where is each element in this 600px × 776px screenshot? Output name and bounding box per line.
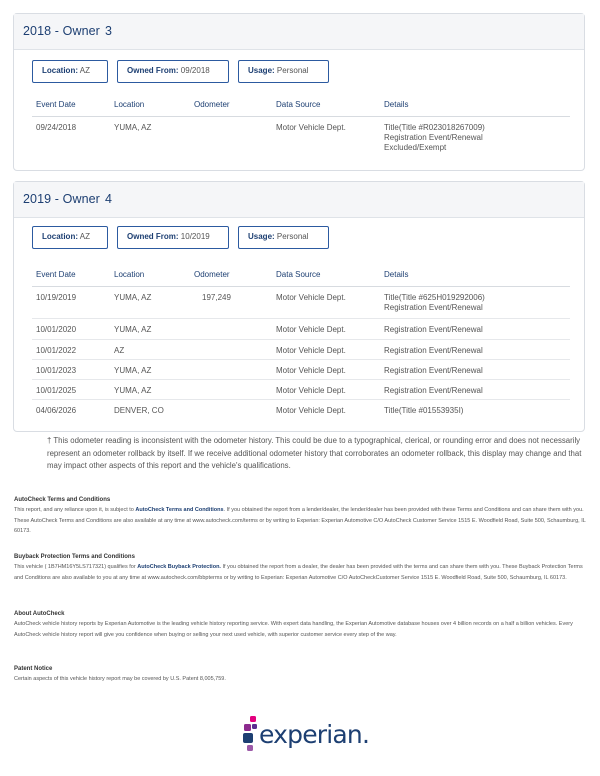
owner-number: 4 — [104, 192, 112, 206]
experian-dots-icon — [242, 716, 260, 756]
experian-wordmark: experian. — [259, 720, 370, 749]
table-row: 10/01/2020 YUMA, AZ Motor Vehicle Dept. Registration Event/Renewal — [32, 319, 570, 340]
owner-card-header — [14, 182, 584, 218]
buyback-section — [14, 554, 586, 583]
buyback-link[interactable]: AutoCheck Buyback Protection. — [137, 564, 221, 570]
table-header: Event Date Location Odometer Data Source Details — [32, 266, 570, 287]
about-text: AutoCheck vehicle history reports by Experian Automotive is the leading vehicle history reporting service. With expert data handling, the Experian Automotive database houses over 4 billion records on a half a billion vehicles. Every AutoCheck vehicle history report will give you confidence when buying or selling your next used vehicle, with superior customer service every step of the way. — [14, 621, 573, 638]
table-header: Event Date Location Odometer Data Source Details — [32, 96, 570, 117]
owner-chips — [32, 60, 338, 83]
terms-title: AutoCheck Terms and Conditions — [14, 497, 111, 503]
patent-text: Certain aspects of this vehicle history report may be covered by U.S. Patent 8,005,759. — [14, 676, 226, 682]
terms-section — [14, 497, 586, 537]
usage-chip: Usage: Personal — [238, 226, 329, 249]
table-row: 10/01/2025 YUMA, AZ Motor Vehicle Dept. Registration Event/Renewal — [32, 380, 570, 400]
table-row: 10/01/2022 AZ Motor Vehicle Dept. Registration Event/Renewal — [32, 340, 570, 360]
usage-chip: Usage: Personal — [238, 60, 329, 83]
table-row: 04/06/2026 DENVER, CO Motor Vehicle Dept. Title(Title #01553935I) — [36, 406, 464, 415]
owned-from-chip: Owned From: 09/2018 — [117, 60, 229, 83]
history-table — [32, 96, 570, 163]
owner-card-2018 — [13, 13, 585, 171]
owner-year: 2019 - Owner — [23, 192, 100, 206]
odometer-note: † This odometer reading is inconsistent with the odometer history. This could be due to a typographical, clerical, or rounding error and does not necessarily represent an odometer rollback by itself. If we receive additional odometer history that corroborates an odometer rollback, this display may change and that may impact other aspects of this report and the vehicle's qualifications. — [47, 436, 582, 471]
table-row: 10/01/2023 YUMA, AZ Motor Vehicle Dept. Registration Event/Renewal — [32, 360, 570, 380]
table-row: 10/19/2019 YUMA, AZ 197,249 Motor Vehicle Dept. Title(Title #625H019292006) Registration Event/Renewal — [32, 287, 570, 319]
table-row: 09/24/2018 YUMA, AZ Motor Vehicle Dept. Title(Title #R023018267009) Registration Event/Renewal Excluded/Exempt — [36, 123, 485, 152]
patent-section — [14, 666, 586, 685]
owner-card-2019 — [13, 181, 585, 432]
patent-title: Patent Notice — [14, 666, 53, 672]
buyback-text: This vehicle ( 1B7HM16Y5LS717321) qualifies for AutoCheck Buyback Protection. If you obtained the report from a dealer, the dealer has been provided with the terms and can share them with you. These Buyback Protection Terms and Conditions are also available to you at any time at www.autocheck.com/bbpterms or by writing to Experian: Experian Automotive C/O AutoCheckCustomer Service 1515 E. Woodfield Road, Suite 500, Schaumburg, IL 60173. — [14, 564, 583, 581]
owned-from-chip: Owned From: 10/2019 — [117, 226, 229, 249]
experian-logo — [242, 716, 372, 756]
buyback-title: Buyback Protection Terms and Conditions — [14, 554, 135, 560]
owner-card-header — [14, 14, 584, 50]
location-chip: Location: AZ — [32, 226, 108, 249]
location-chip: Location: AZ — [32, 60, 108, 83]
about-section — [14, 611, 586, 640]
owner-year: 2018 - Owner — [23, 24, 100, 38]
owner-number: 3 — [104, 24, 112, 38]
terms-text: This report, and any reliance upon it, is subject to AutoCheck Terms and Conditions. If you obtained the report from a lender/dealer, the lender/dealer has been provided with these Terms and Conditions and can share them with you. These AutoCheck Terms and Conditions are also available at any time at www.autocheck.com/terms or by writing to Experian: Experian Automotive C/O AutoCheck Customer Service 1515 E. Woodfield Road, Suite 500, Schaumburg, IL 60173. — [14, 507, 586, 534]
history-table — [32, 266, 570, 420]
owner-chips — [32, 226, 338, 249]
about-title: About AutoCheck — [14, 611, 65, 617]
terms-link[interactable]: AutoCheck Terms and Conditions — [135, 507, 224, 513]
